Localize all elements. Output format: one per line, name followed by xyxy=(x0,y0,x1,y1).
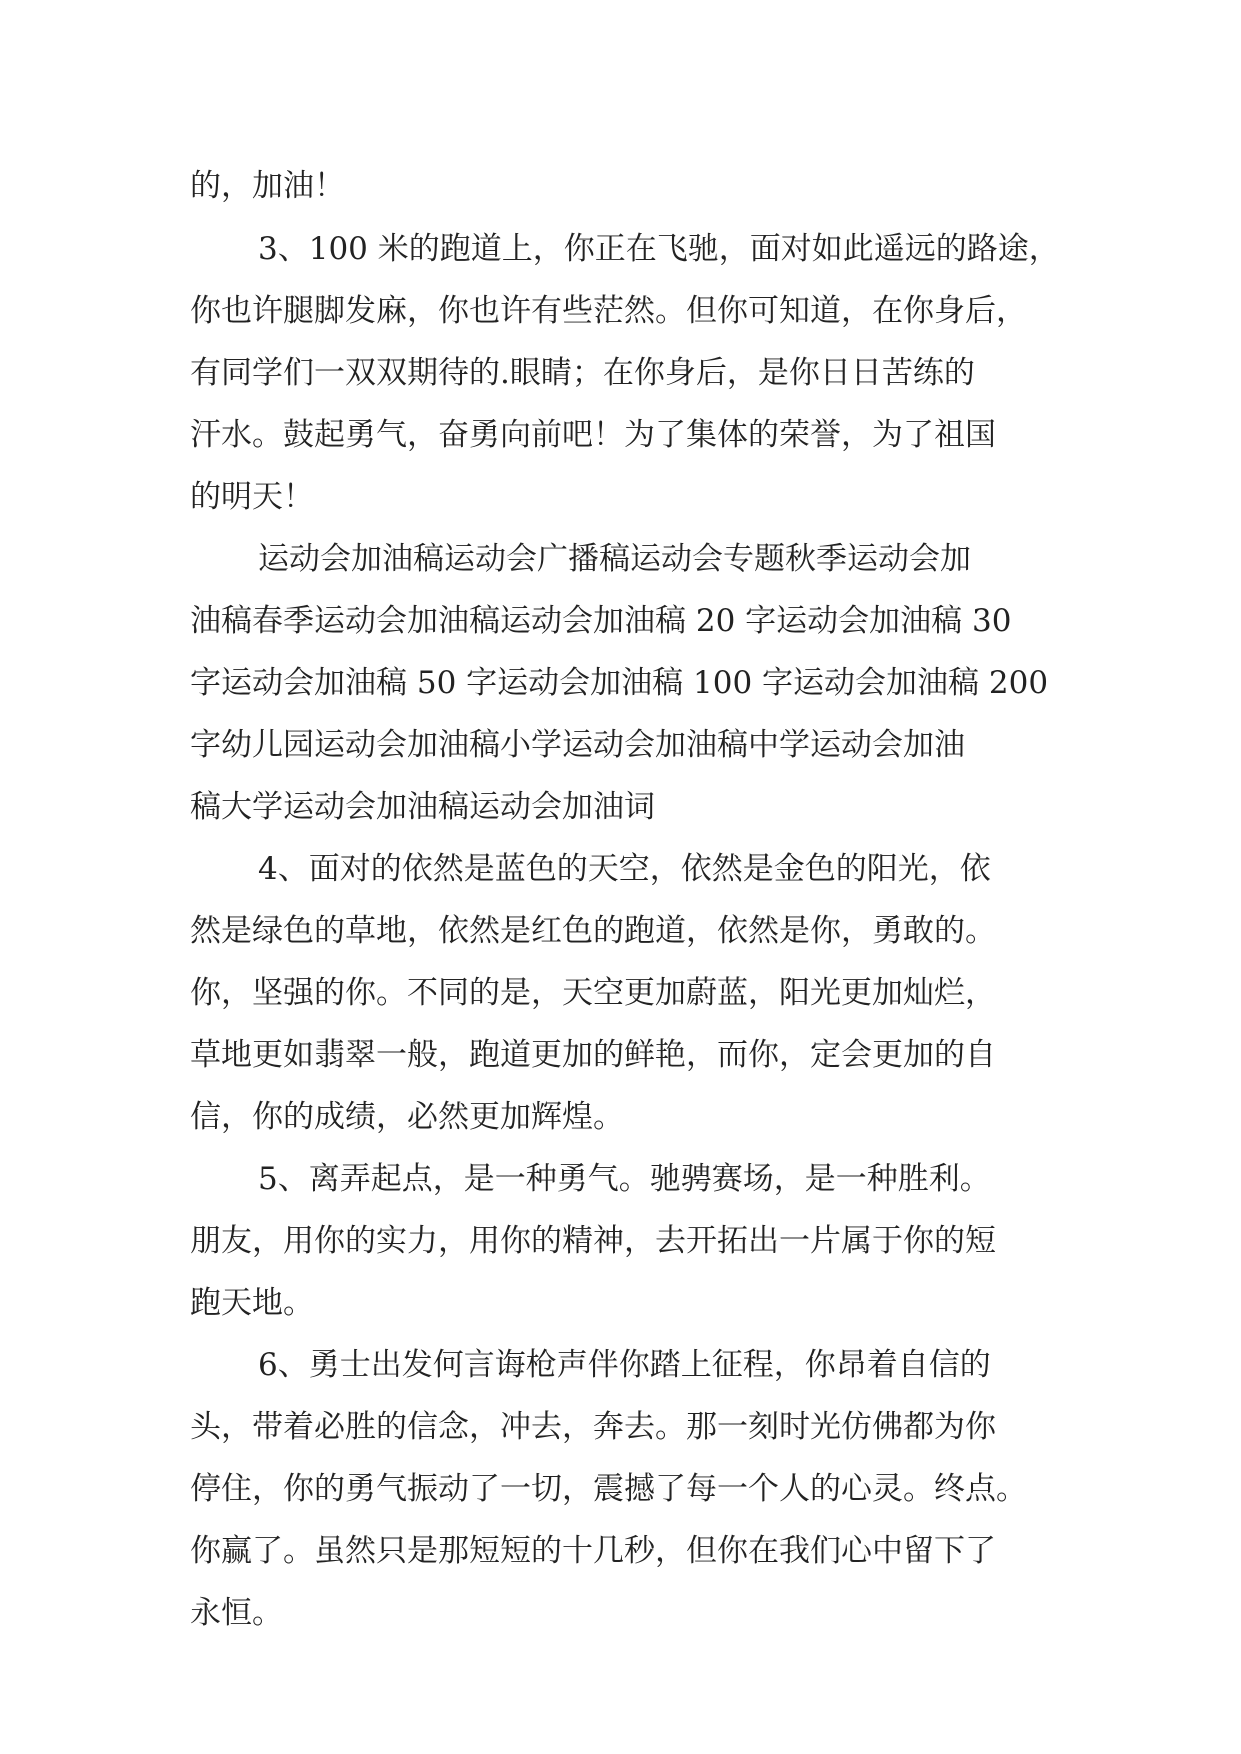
text-line: 朋友，用你的实力，用你的精神，去开拓出一片属于你的短 xyxy=(190,1223,996,1259)
text-line: 字运动会加油稿 50 字运动会加油稿 100 字运动会加油稿 200 xyxy=(190,665,1049,701)
text-line: 油稿春季运动会加油稿运动会加油稿 20 字运动会加油稿 30 xyxy=(190,603,1012,639)
text-line: 有同学们一双双期待的.眼睛；在你身后，是你日日苦练的 xyxy=(190,355,975,391)
text-line: 你赢了。虽然只是那短短的十几秒，但你在我们心中留下了 xyxy=(190,1533,996,1569)
text-line: 停住，你的勇气振动了一切，震撼了每一个人的心灵。终点。 xyxy=(190,1471,1027,1507)
paragraph-5-start: 5、离弄起点，是一种勇气。驰骋赛场，是一种胜利。 xyxy=(258,1161,991,1197)
paragraph-6-start: 6、勇士出发何言诲枪声伴你踏上征程，你昂着自信的 xyxy=(258,1347,991,1383)
text-line: 你也许腿脚发麻，你也许有些茫然。但你可知道，在你身后， xyxy=(190,293,1027,329)
text-line: 头，带着必胜的信念，冲去，奔去。那一刻时光仿佛都为你 xyxy=(190,1409,996,1445)
text-line: 稿大学运动会加油稿运动会加油词 xyxy=(190,789,655,825)
text-line: 汗水。鼓起勇气，奋勇向前吧！为了集体的荣誉，为了祖国 xyxy=(190,417,996,453)
text-line: 然是绿色的草地，依然是红色的跑道，依然是你，勇敢的。 xyxy=(190,913,996,949)
text-line: 你，坚强的你。不同的是，天空更加蔚蓝，阳光更加灿烂， xyxy=(190,975,996,1011)
related-topics-start: 运动会加油稿运动会广播稿运动会专题秋季运动会加 xyxy=(258,541,971,577)
text-line: 的明天！ xyxy=(190,479,314,515)
paragraph-3-start: 3、100 米的跑道上，你正在飞驰，面对如此遥远的路途， xyxy=(258,231,1060,267)
text-line: 草地更如翡翠一般，跑道更加的鲜艳，而你，定会更加的自 xyxy=(190,1037,996,1073)
paragraph-4-start: 4、面对的依然是蓝色的天空，依然是金色的阳光，依 xyxy=(258,851,991,887)
text-line: 跑天地。 xyxy=(190,1285,314,1321)
text-line: 的，加油！ xyxy=(190,168,345,204)
text-line: 信，你的成绩，必然更加辉煌。 xyxy=(190,1099,624,1135)
text-line: 字幼儿园运动会加油稿小学运动会加油稿中学运动会加油 xyxy=(190,727,965,763)
text-line: 永恒。 xyxy=(190,1595,283,1631)
